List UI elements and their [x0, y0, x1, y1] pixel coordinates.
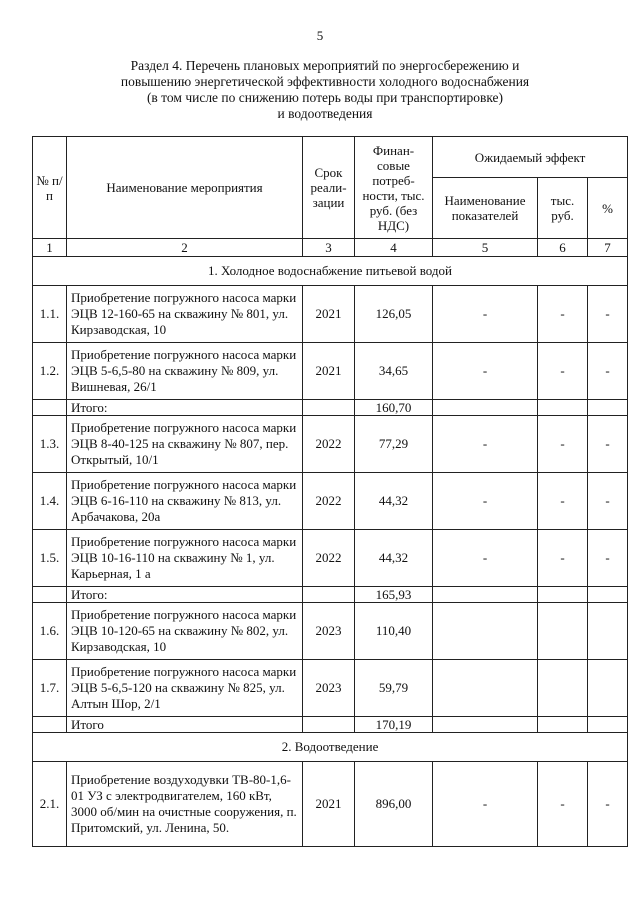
total-amount: 160,70 [355, 400, 433, 416]
measure-name: Приобретение погружного насоса марки ЭЦВ 12-160-65 на скважину № 801, ул. Кирзаводская, 10 [67, 286, 303, 343]
thousand-value: - [538, 343, 588, 400]
row-number: 2.1. [33, 762, 67, 847]
measure-name: Приобретение погружного насоса марки ЭЦВ 10-16-110 на скважину № 1, ул. Карьерная, 1 а [67, 530, 303, 587]
header-finance: Финан-совые потреб-ности, тыс. руб. (без НДС) [355, 137, 433, 239]
percent-value: - [588, 286, 628, 343]
finance-amount: 44,32 [355, 473, 433, 530]
indicator-value [433, 660, 538, 717]
total-blank [33, 587, 67, 603]
implementation-year: 2023 [303, 603, 355, 660]
implementation-year: 2023 [303, 660, 355, 717]
measure-name: Приобретение воздуходувки ТВ-80-1,6-01 УЗ с электродвигателем, 160 кВт, 3000 об/мин на очистные сооружения, п. Притомский, ул. Ленина, 50. [67, 762, 303, 847]
header-effect: Ожидаемый эффект [433, 137, 628, 178]
indicator-value: - [433, 762, 538, 847]
row-number: 1.2. [33, 343, 67, 400]
column-number: 4 [355, 239, 433, 257]
percent-value: - [588, 416, 628, 473]
table-row [33, 660, 628, 717]
indicator-value: - [433, 286, 538, 343]
implementation-year: 2021 [303, 343, 355, 400]
thousand-value: - [538, 286, 588, 343]
implementation-year: 2022 [303, 416, 355, 473]
header-thousand: тыс. руб. [538, 178, 588, 239]
table-row [33, 762, 628, 847]
section-title [60, 58, 590, 122]
measure-name: Приобретение погружного насоса марки ЭЦВ 8-40-125 на скважину № 807, пер. Открытый, 10/1 [67, 416, 303, 473]
section-heading: 1. Холодное водоснабжение питьевой водой [33, 257, 628, 286]
finance-amount: 77,29 [355, 416, 433, 473]
row-number: 1.5. [33, 530, 67, 587]
header-no: № п/п [33, 137, 67, 239]
header-term: Срок реали-зации [303, 137, 355, 239]
total-label: Итого [67, 717, 303, 733]
percent-value: - [588, 530, 628, 587]
column-number: 2 [67, 239, 303, 257]
indicator-value [433, 603, 538, 660]
table-row [33, 603, 628, 660]
page-number: 5 [316, 28, 324, 43]
percent-value [588, 603, 628, 660]
finance-amount: 34,65 [355, 343, 433, 400]
implementation-year: 2022 [303, 473, 355, 530]
implementation-year: 2021 [303, 762, 355, 847]
header-percent: % [588, 178, 628, 239]
column-number: 5 [433, 239, 538, 257]
indicator-value: - [433, 473, 538, 530]
total-blank [588, 587, 628, 603]
implementation-year: 2022 [303, 530, 355, 587]
section-heading: 2. Водоотведение [33, 733, 628, 762]
thousand-value: - [538, 473, 588, 530]
measure-name: Приобретение погружного насоса марки ЭЦВ 5-6,5-120 на скважину № 825, ул. Алтын Шор, 2/1 [67, 660, 303, 717]
total-amount: 165,93 [355, 587, 433, 603]
table-row [33, 286, 628, 343]
total-blank [303, 400, 355, 416]
table-row [33, 530, 628, 587]
finance-amount: 126,05 [355, 286, 433, 343]
total-row [33, 587, 628, 603]
row-number: 1.1. [33, 286, 67, 343]
title-line: (в том числе по снижению потерь воды при транспортировке) [146, 90, 504, 105]
table-row [33, 416, 628, 473]
finance-amount: 110,40 [355, 603, 433, 660]
percent-value: - [588, 762, 628, 847]
row-number: 1.3. [33, 416, 67, 473]
total-blank [588, 400, 628, 416]
total-amount: 170,19 [355, 717, 433, 733]
thousand-value [538, 660, 588, 717]
section-heading-row [33, 257, 628, 286]
header-row [33, 137, 628, 178]
title-line: повышению энергетической эффективности холодного водоснабжения [120, 74, 530, 89]
total-blank [33, 400, 67, 416]
total-blank [588, 717, 628, 733]
row-number: 1.7. [33, 660, 67, 717]
total-blank [538, 717, 588, 733]
title-line: и водоотведения [277, 106, 373, 121]
measure-name: Приобретение погружного насоса марки ЭЦВ 5-6,5-80 на скважину № 809, ул. Вишневая, 26/1 [67, 343, 303, 400]
total-blank [433, 587, 538, 603]
total-blank [433, 717, 538, 733]
finance-amount: 896,00 [355, 762, 433, 847]
measures-table [32, 136, 628, 847]
measure-name: Приобретение погружного насоса марки ЭЦВ 6-16-110 на скважину № 813, ул. Арбачакова, 20а [67, 473, 303, 530]
total-blank [33, 717, 67, 733]
total-blank [303, 587, 355, 603]
header-indicator: Наименование показателей [433, 178, 538, 239]
finance-amount: 44,32 [355, 530, 433, 587]
thousand-value: - [538, 762, 588, 847]
column-number: 7 [588, 239, 628, 257]
row-number: 1.6. [33, 603, 67, 660]
indicator-value: - [433, 343, 538, 400]
total-label: Итого: [67, 587, 303, 603]
indicator-value: - [433, 530, 538, 587]
percent-value: - [588, 473, 628, 530]
implementation-year: 2021 [303, 286, 355, 343]
measure-name: Приобретение погружного насоса марки ЭЦВ 10-120-65 на скважину № 802, ул. Кирзаводская, 10 [67, 603, 303, 660]
header-name: Наименование мероприятия [67, 137, 303, 239]
table-row [33, 343, 628, 400]
title-line: Раздел 4. Перечень плановых мероприятий по энергосбережению и [130, 58, 520, 73]
column-number-row [33, 239, 628, 257]
thousand-value [538, 603, 588, 660]
indicator-value: - [433, 416, 538, 473]
table-row [33, 473, 628, 530]
percent-value [588, 660, 628, 717]
total-blank [433, 400, 538, 416]
thousand-value: - [538, 530, 588, 587]
column-number: 6 [538, 239, 588, 257]
total-blank [538, 400, 588, 416]
column-number: 3 [303, 239, 355, 257]
section-heading-row [33, 733, 628, 762]
finance-amount: 59,79 [355, 660, 433, 717]
percent-value: - [588, 343, 628, 400]
total-blank [538, 587, 588, 603]
row-number: 1.4. [33, 473, 67, 530]
thousand-value: - [538, 416, 588, 473]
total-blank [303, 717, 355, 733]
total-row [33, 717, 628, 733]
total-label: Итого: [67, 400, 303, 416]
total-row [33, 400, 628, 416]
column-number: 1 [33, 239, 67, 257]
